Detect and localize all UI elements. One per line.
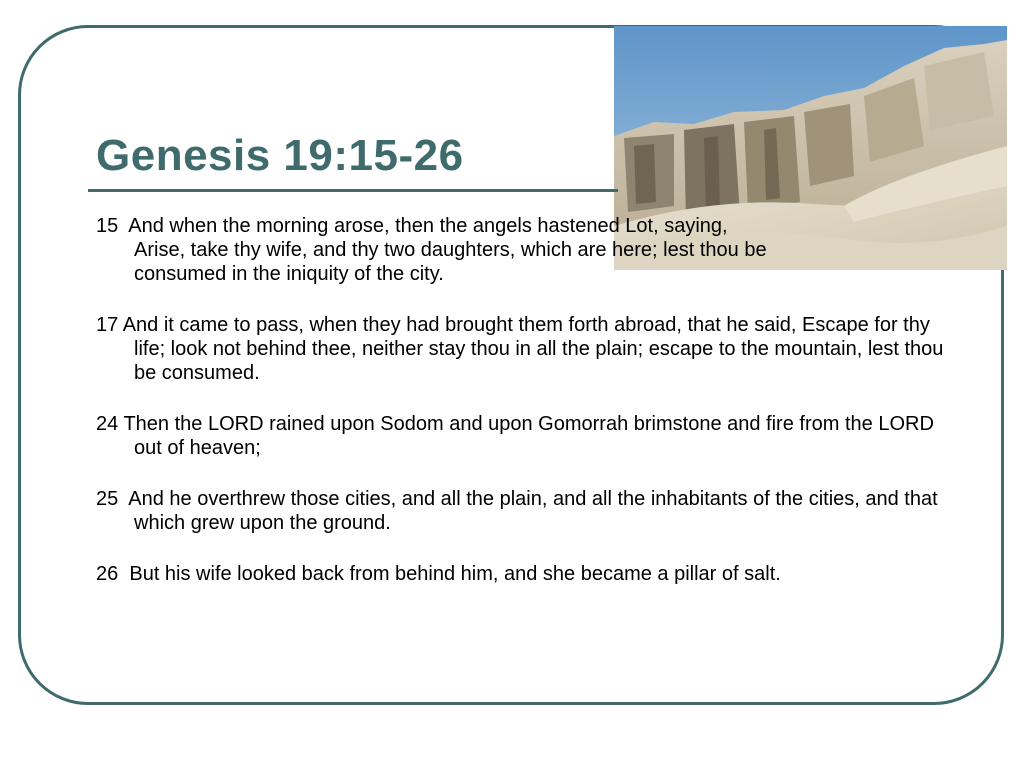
verse-number: 17 xyxy=(96,314,123,336)
verse-number: 25 xyxy=(96,488,129,510)
verse-item xyxy=(96,214,774,286)
verse-text: And it came to pass, when they had brought them forth abroad, that he said, Escape for thy life; look not behind thee, neither stay thou in all the plain; escape to the mountain, lest thou be consumed. xyxy=(122,314,944,384)
verse-text: And when the morning arose, then the angels hastened Lot, saying, Arise, take thy wife, and thy two daughters, which are here; lest thou be consumed in the iniquity of the city. xyxy=(128,215,767,285)
verse-number: 26 xyxy=(96,563,130,585)
verse-text: Then the LORD rained upon Sodom and upon Gomorrah brimstone and fire from the LORD out of heaven; xyxy=(123,413,934,459)
verse-text: And he overthrew those cities, and all the plain, and all the inhabitants of the cities, and that which grew upon the ground. xyxy=(128,488,938,534)
verse-text: But his wife looked back from behind him, and she became a pillar of salt. xyxy=(129,563,781,585)
title-underline xyxy=(88,189,618,192)
page-title: Genesis 19:15-26 xyxy=(96,131,464,180)
verse-number: 15 xyxy=(96,215,129,237)
verse-item xyxy=(96,487,956,535)
verse-item xyxy=(96,313,956,385)
verse-list xyxy=(96,214,956,613)
verse-item xyxy=(96,412,956,460)
verse-item xyxy=(96,562,956,586)
verse-number: 24 xyxy=(96,413,124,435)
